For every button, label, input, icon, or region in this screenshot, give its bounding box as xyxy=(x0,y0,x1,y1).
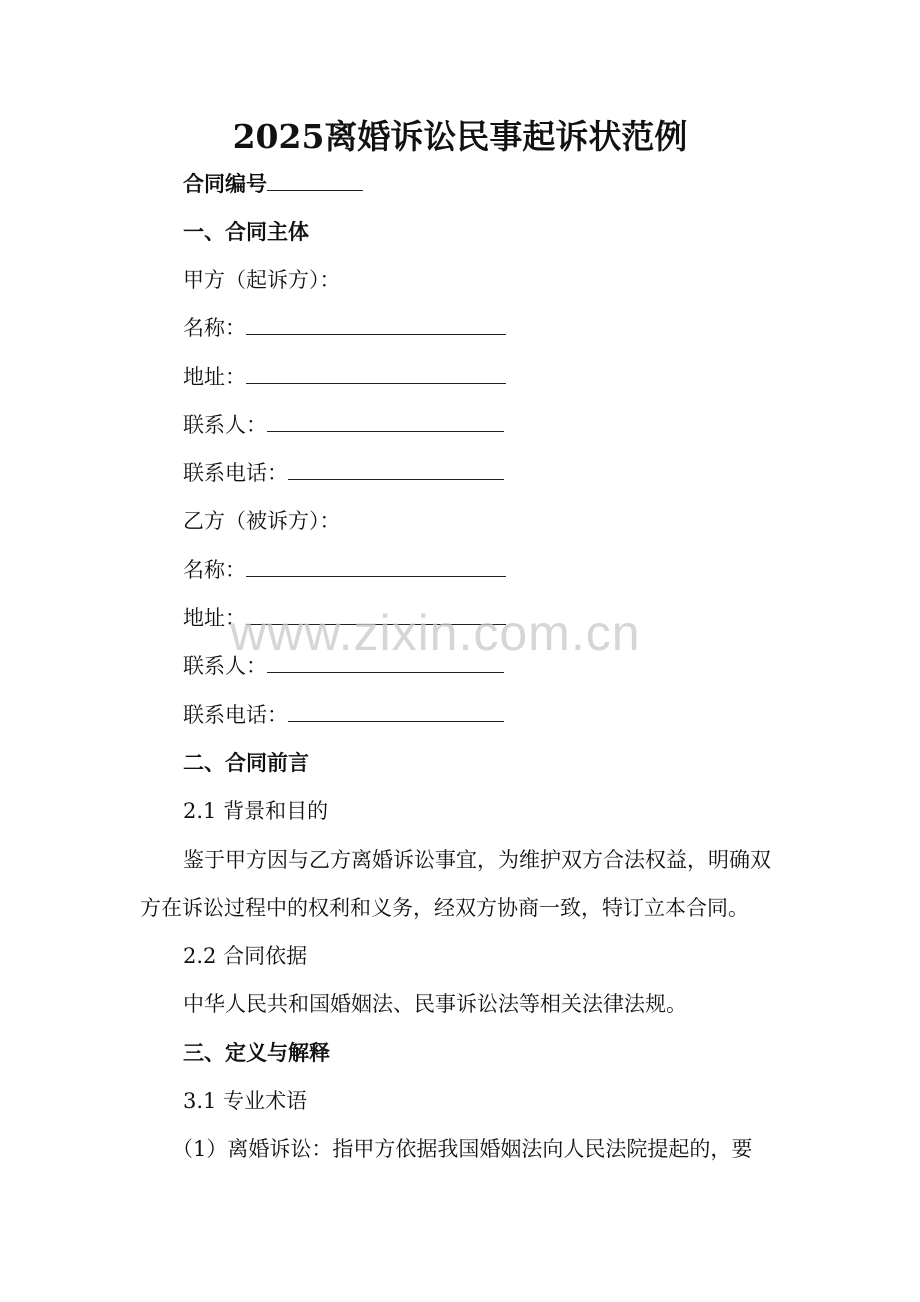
party-a-phone-blank xyxy=(288,459,504,480)
party-a-phone-row xyxy=(183,457,504,489)
party-a-address-label: 地址： xyxy=(183,365,246,389)
party-a-phone-label: 联系电话： xyxy=(183,461,288,485)
party-b-address-label: 地址： xyxy=(183,606,246,630)
party-a-name-blank xyxy=(246,314,506,335)
party-b-name-label: 名称： xyxy=(183,558,246,582)
party-a-contact-label: 联系人： xyxy=(183,413,267,437)
party-b-contact-blank xyxy=(267,652,504,673)
party-b-phone-row xyxy=(183,699,504,731)
section-3-1-item-1: （1）离婚诉讼：指甲方依据我国婚姻法向人民法院提起的，要 xyxy=(172,1137,753,1161)
section-2-1-para-line1: 鉴于甲方因与乙方离婚诉讼事宜，为维护双方合法权益，明确双 xyxy=(183,848,771,872)
section-1-heading: 一、合同主体 xyxy=(183,220,309,244)
section-2-1-para-line2: 方在诉讼过程中的权利和义务，经双方协商一致，特订立本合同。 xyxy=(140,896,749,920)
party-a-name-row xyxy=(183,312,506,344)
contract-number-label: 合同编号 xyxy=(183,172,267,196)
party-b-phone-blank xyxy=(288,701,504,722)
party-b-name-row xyxy=(183,554,506,586)
party-a-label: 甲方（起诉方）： xyxy=(183,268,341,292)
party-b-contact-label: 联系人： xyxy=(183,654,267,678)
section-2-2-para: 中华人民共和国婚姻法、民事诉讼法等相关法律法规。 xyxy=(183,992,687,1016)
party-b-address-blank xyxy=(246,604,506,625)
party-a-name-label: 名称： xyxy=(183,316,246,340)
party-a-contact-blank xyxy=(267,411,504,432)
section-3-1-title: 3.1 专业术语 xyxy=(183,1089,308,1113)
party-a-contact-row xyxy=(183,409,504,441)
party-a-address-blank xyxy=(246,363,506,384)
contract-number-blank xyxy=(267,170,363,191)
section-2-heading: 二、合同前言 xyxy=(183,751,309,775)
section-3-heading: 三、定义与解释 xyxy=(183,1041,330,1065)
party-b-phone-label: 联系电话： xyxy=(183,703,288,727)
section-2-2-title: 2.2 合同依据 xyxy=(183,944,308,968)
contract-number xyxy=(183,168,363,200)
document-title: 2025离婚诉讼民事起诉状范例 xyxy=(232,117,688,156)
watermark: www.zixin.com.cn xyxy=(230,605,641,661)
party-b-name-blank xyxy=(246,556,506,577)
party-b-label: 乙方（被诉方）： xyxy=(183,509,341,533)
section-2-1-title: 2.1 背景和目的 xyxy=(183,799,329,823)
party-a-address-row xyxy=(183,361,506,393)
party-b-contact-row xyxy=(183,650,504,682)
party-b-address-row xyxy=(183,602,506,634)
